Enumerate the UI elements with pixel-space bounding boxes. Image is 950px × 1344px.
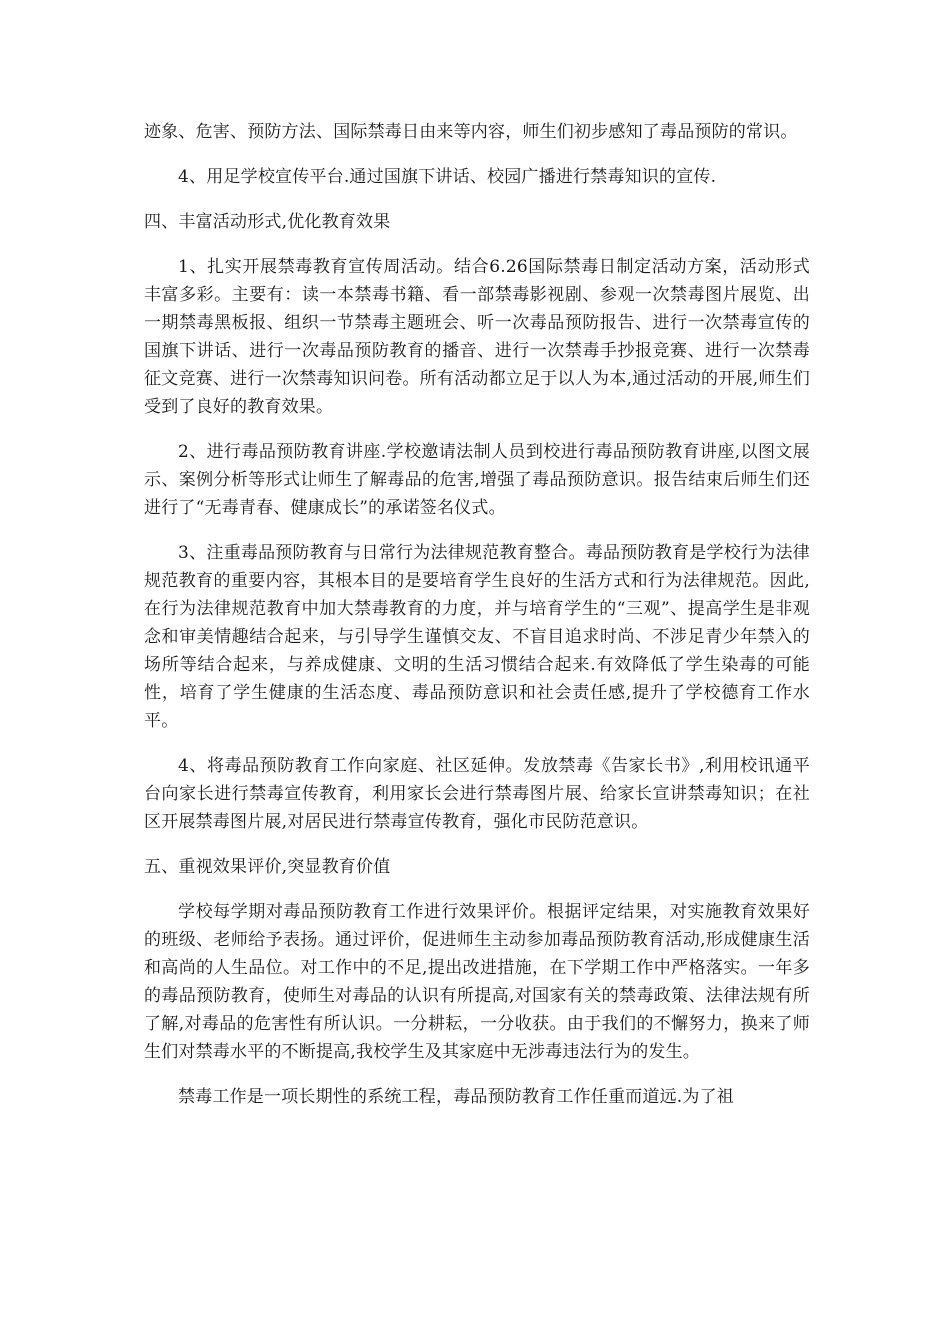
paragraph-item-4-family-community: 4、将毒品预防教育工作向家庭、社区延伸。发放禁毒《告家长书》,利用校讯通平台向家长进行禁毒宣传教育，利用家长会进行禁毒图片展、给家长宣讲禁毒知识；在社区开展禁毒图片展,对居民进行禁毒宣传教育，强化市民防范意识。 (144, 756, 810, 832)
paragraph-item-2-lecture: 2、进行毒品预防教育讲座.学校邀请法制人员到校进行毒品预防教育讲座,以图文展示、案例分析等形式让师生了解毒品的危害,增强了毒品预防意识。报告结束后师生们还进行了“无毒青春、健康成长”的承诺签名仪式。 (144, 442, 810, 518)
paragraph-evaluation: 学校每学期对毒品预防教育工作进行效果评价。根据评定结果，对实施教育效果好的班级、老师给予表扬。通过评价，促进师生主动参加毒品预防教育活动,形成健康生活和高尚的人生品位。对工作中的不足,提出改进措施，在下学期工作中严格落实。一年多的毒品预防教育，使师生对毒品的认识有所提高,对国家有关的禁毒政策、法律法规有所了解,对毒品的危害性有所认识。一分耕耘，一分收获。由于我们的不懈努力，换来了师生们对禁毒水平的不断提高,我校学生及其家庭中无涉毒违法行为的发生。 (144, 902, 810, 1062)
document-body (144, 118, 810, 1128)
paragraph-continuation: 迹象、危害、预防方法、国际禁毒日由来等内容，师生们初步感知了毒品预防的常识。 (144, 122, 798, 142)
paragraph-item-1-activity-week: 1、扎实开展禁毒教育宣传周活动。结合6.26国际禁毒日制定活动方案，活动形式丰富多彩。主要有：读一本禁毒书籍、看一部禁毒影视剧、参观一次禁毒图片展览、出一期禁毒黑板报、组织一节禁毒主题班会、听一次毒品预防报告、进行一次禁毒宣传的国旗下讲话、进行一次毒品预防教育的播音、进行一次禁毒手抄报竞赛、进行一次禁毒征文竞赛、进行一次禁毒知识问卷。所有活动都立足于以人为本,通过活动的开展,师生们受到了良好的教育效果。 (144, 257, 810, 417)
paragraph-item-3-integration: 3、注重毒品预防教育与日常行为法律规范教育整合。毒品预防教育是学校行为法律规范教育的重要内容，其根本目的是要培育学生良好的生活方式和行为法律规范。因此,在行为法律规范教育中加大禁毒教育的力度，并与培育学生的“三观”、提高学生是非观念和审美情趣结合起来，与引导学生谨慎交友、不盲目追求时尚、不涉足青少年禁入的场所等结合起来，与养成健康、文明的生活习惯结合起来.有效降低了学生染毒的可能性，培育了学生健康的生活态度、毒品预防意识和社会责任感,提升了学校德育工作水平。 (144, 543, 810, 731)
section-heading-5: 五、重视效果评价,突显教育价值 (144, 857, 391, 877)
section-heading-4: 四、丰富活动形式,优化教育效果 (144, 212, 391, 232)
paragraph-conclusion-start: 禁毒工作是一项长期性的系统工程，毒品预防教育工作任重而道远.为了祖 (178, 1087, 735, 1107)
paragraph-item-4-publicity: 4、用足学校宣传平台.通过国旗下讲话、校园广播进行禁毒知识的宣传. (178, 167, 717, 187)
